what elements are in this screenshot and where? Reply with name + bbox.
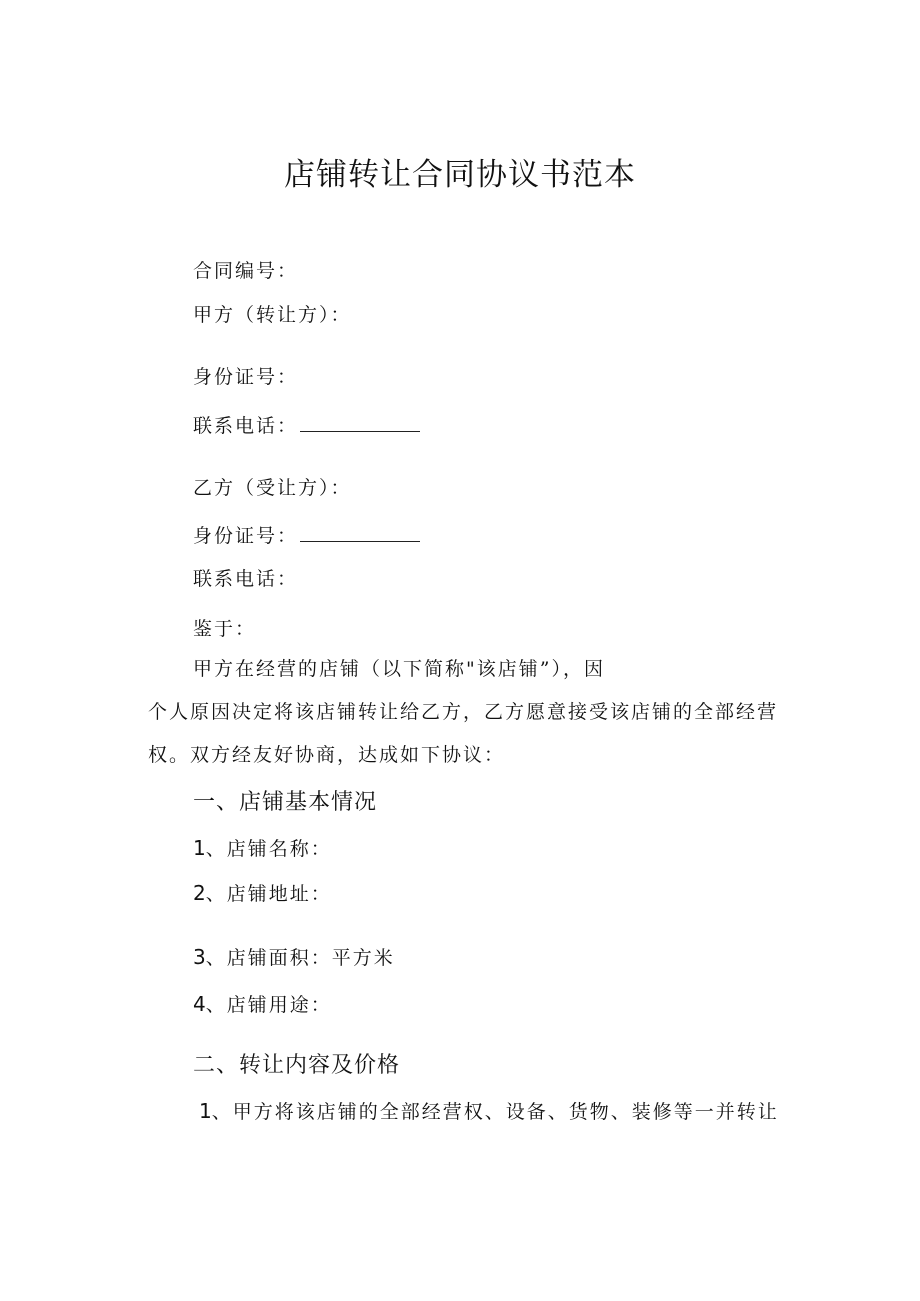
section-1-heading: 一、店铺基本情况 [193,790,378,815]
section-1-item-3 [193,947,395,968]
whereas-line-2: 个人原因决定将该店铺转让给乙方，乙方愿意接受该店铺的全部经营 [148,701,779,723]
section-2-item-1 [199,1101,779,1122]
item-text: 、甲方将该店铺的全部经营权、设备、货物、装修等一并转让 [211,1101,779,1123]
party-b-id-row [193,527,420,546]
party-a-phone-label: 联系电话： [193,415,299,437]
whereas-label: 鉴于： [193,618,257,640]
party-b-label: 乙方（受让方）： [193,477,352,499]
item-number: 1 [199,1099,212,1123]
item-number: 1 [193,836,206,860]
item-number: 4 [193,992,206,1016]
party-b-id-label: 身份证号： [193,525,299,547]
contract-number-label: 合同编号： [193,260,299,282]
party-a-label: 甲方（转让方）： [193,304,352,326]
whereas-line-1: 甲方在经营的店铺（以下简称"该店铺”），因 [193,658,605,680]
section-1-item-4 [193,994,332,1015]
item-number: 2 [193,881,206,905]
item-text: 、店铺面积：平方米 [205,947,395,969]
party-a-phone-row [193,417,420,436]
party-b-phone-label: 联系电话： [193,568,299,590]
party-b-id-blank [300,527,420,542]
item-text: 、店铺地址： [205,883,332,905]
item-text: 、店铺用途： [205,994,332,1016]
document-title: 店铺转让合同协议书范本 [284,157,636,193]
item-number: 3 [193,945,206,969]
whereas-line-3: 权。双方经友好协商，达成如下协议： [148,744,506,766]
section-1-item-2 [193,883,332,904]
party-a-id-label: 身份证号： [193,366,299,388]
party-a-phone-blank [300,417,420,432]
section-2-heading: 二、转让内容及价格 [193,1053,401,1078]
section-1-item-1 [193,838,332,859]
item-text: 、店铺名称： [205,838,332,860]
